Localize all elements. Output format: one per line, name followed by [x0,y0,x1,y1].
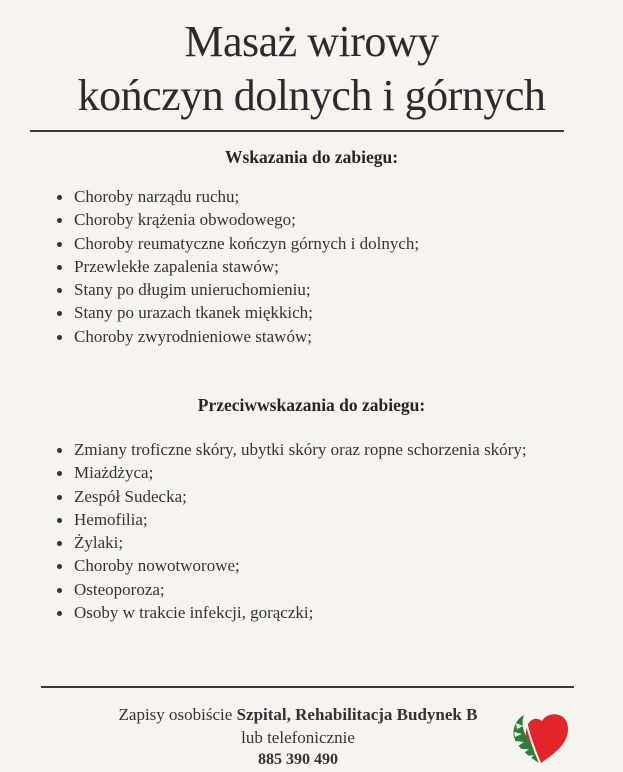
footer-phone-number: 885 390 490 [258,751,338,768]
list-item: Choroby nowotworowe; [56,554,527,577]
list-item: Zespół Sudecka; [56,485,527,508]
list-item: Choroby zwyrodnieniowe stawów; [56,325,419,348]
page-title-line-1: Masaż wirowy [184,17,439,66]
list-item: Osoby w trakcie infekcji, gorączki; [56,601,527,624]
indications-list [56,185,419,348]
list-item: Żylaki; [56,531,527,554]
list-item: Miażdżyca; [56,461,527,484]
footer-prefix: Zapisy osobiście [118,705,237,724]
list-item: Hemofilia; [56,508,527,531]
list-item: Przewlekłe zapalenia stawów; [56,255,419,278]
list-item: Stany po urazach tkanek miękkich; [56,301,419,324]
list-item: Choroby reumatyczne kończyn górnych i dolnych; [56,232,419,255]
list-item: Choroby krążenia obwodowego; [56,208,419,231]
top-divider [30,130,564,132]
footer-registration-line [40,704,556,726]
list-item: Osteoporoza; [56,578,527,601]
page-title-line-2: kończyn dolnych i górnych [77,71,546,120]
heart-leaf-logo-icon [508,705,572,767]
contraindications-heading: Przeciwwskazania do zabiegu: [197,395,426,415]
list-item: Zmiany troficzne skóry, ubytki skóry oraz ropne schorzenia skóry; [56,438,527,461]
footer-phone-intro: lub telefonicznie [241,728,355,747]
contraindications-list [56,438,527,624]
list-item: Stany po długim unieruchomieniu; [56,278,419,301]
bottom-divider [41,686,574,688]
list-item: Choroby narządu ruchu; [56,185,419,208]
indications-heading: Wskazania do zabiegu: [224,147,399,167]
footer-location: Szpital, Rehabilitacja Budynek B [236,705,478,724]
